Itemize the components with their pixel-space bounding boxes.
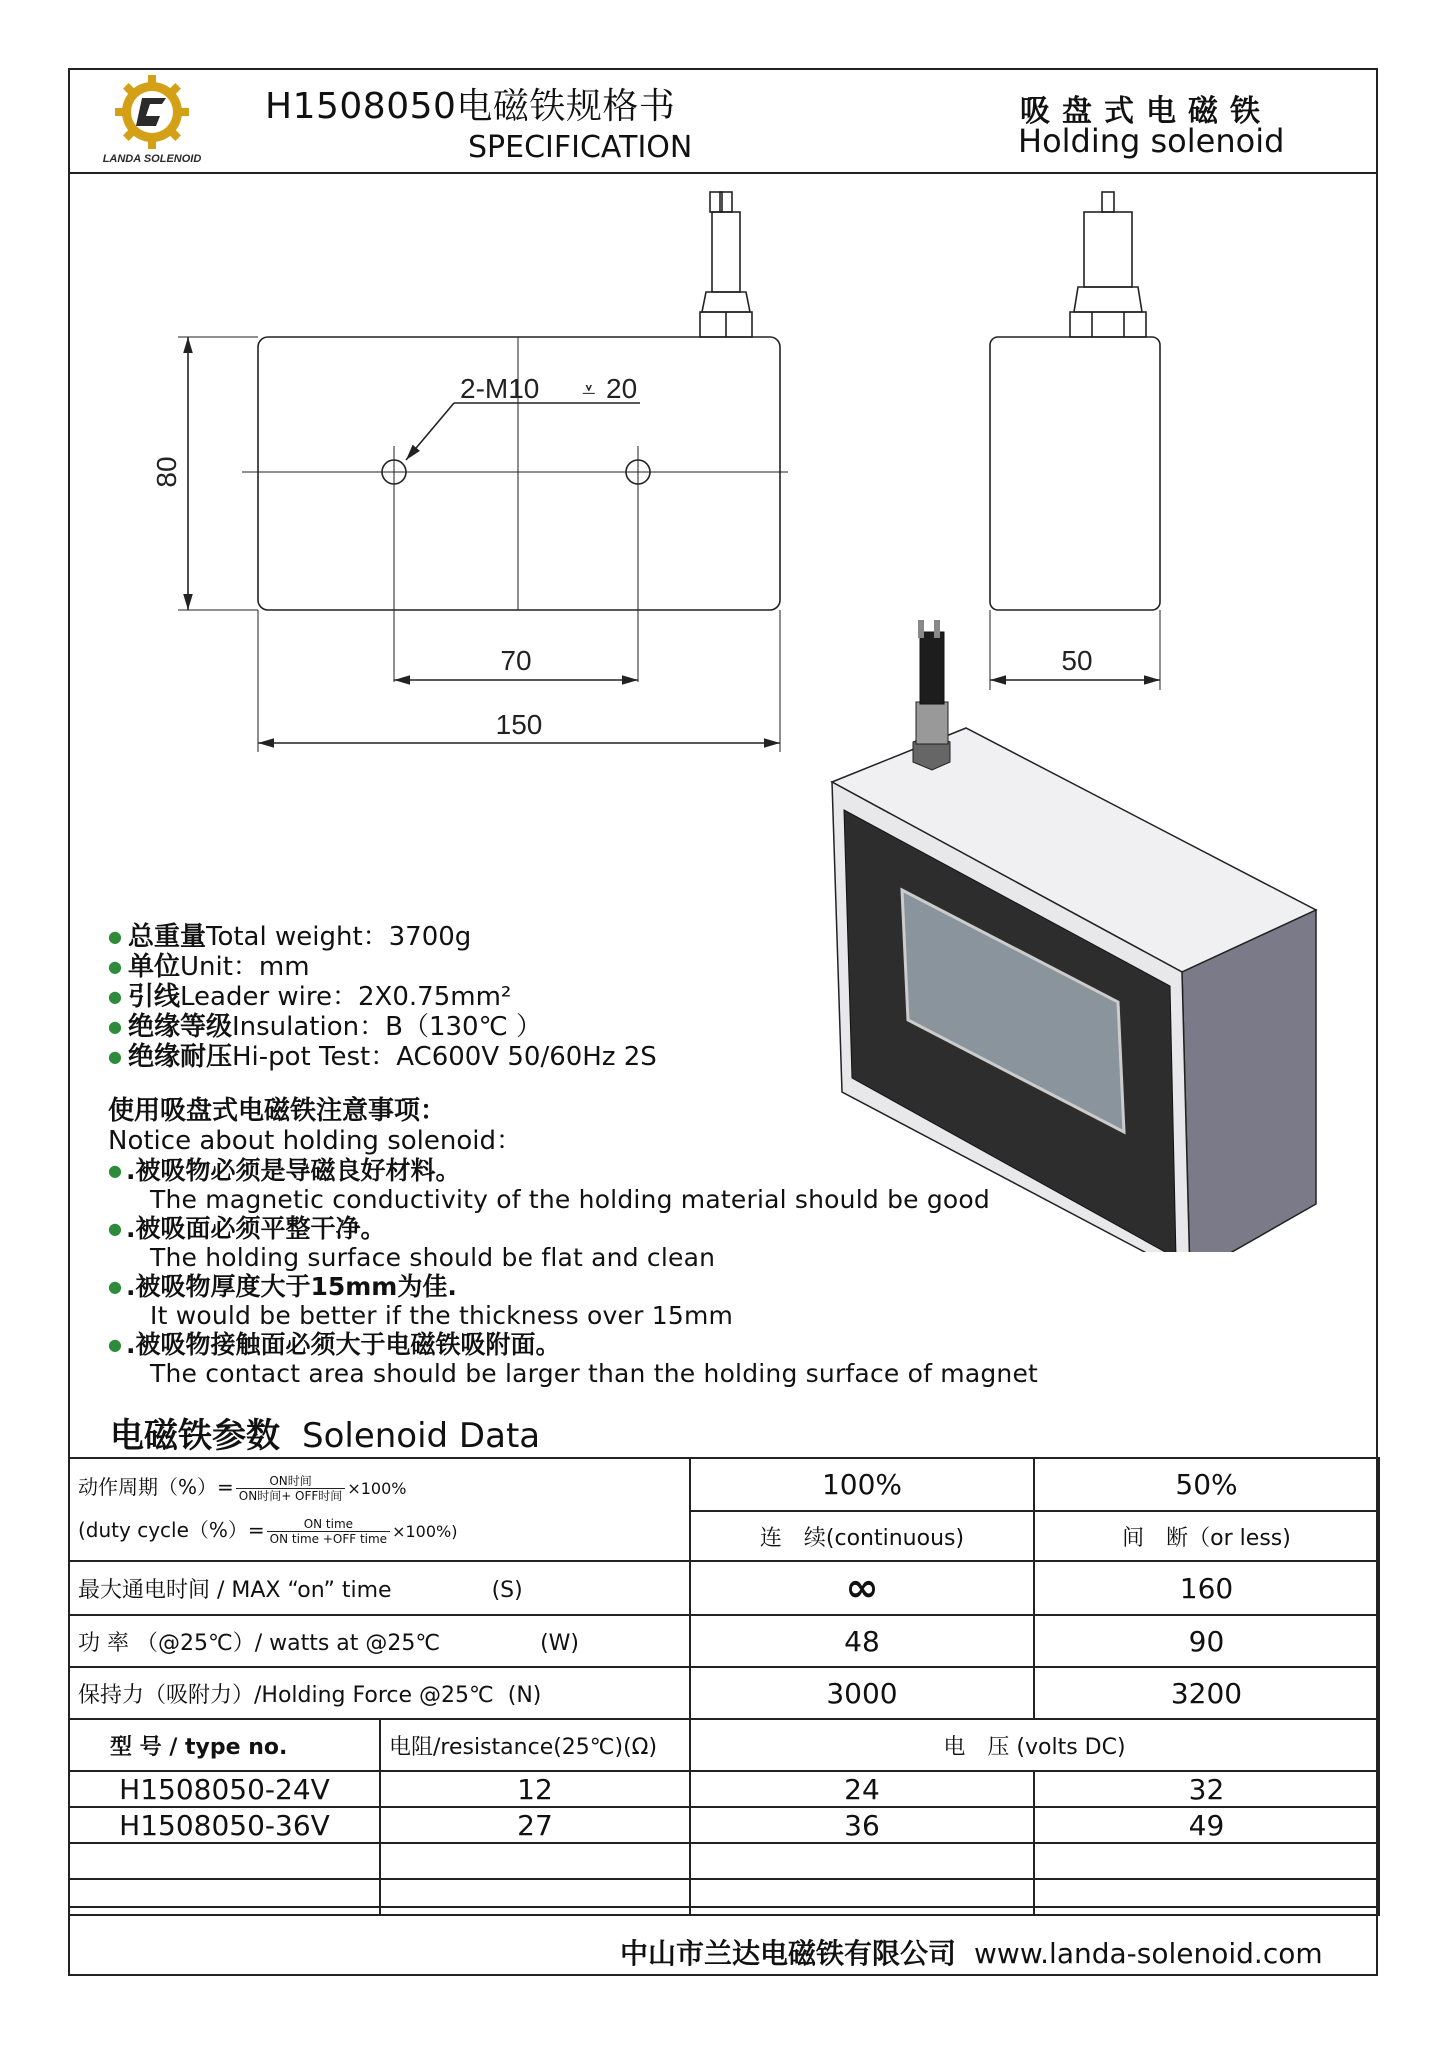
- duty-cycle-formula: 动作周期（%）= $\frac{\text{ON时间}}{\text{ON时间+ OFF时间}}$ ×100% (duty cycle（%）= $\frac{\text{ON time}}{\text{ON time +OFF time}}$ ×100%): [69, 1458, 690, 1561]
- solenoid-data-table: [68, 1457, 1380, 1916]
- duty-50-cell: 50%: [1034, 1458, 1379, 1511]
- thread-label: 2-M10: [460, 373, 540, 404]
- notice-item: ● .被吸面必须平整干净。 The holding surface should be flat and clean: [108, 1214, 1038, 1272]
- side-view-body: [990, 337, 1160, 610]
- infinity-icon: ∞: [690, 1561, 1034, 1615]
- voltage-header-cell: 电 压 (volts DC): [690, 1719, 1379, 1771]
- notice-heading-en: Notice about holding solenoid：: [108, 1126, 522, 1156]
- max-on-int-cell: 160: [1034, 1561, 1379, 1615]
- dim-width-label: 50: [1061, 645, 1093, 676]
- resistance-cell: 27: [380, 1807, 690, 1843]
- spec-weight: ● 总重量Total weight：3700g: [108, 922, 657, 952]
- power-label-cell: 功 率 （@25℃）/ watts at @25℃ (W): [69, 1615, 690, 1667]
- voltage-int-cell: 32: [1034, 1771, 1379, 1807]
- spec-hipot: ● 绝缘耐压Hi-pot Test：AC600V 50/60Hz 2S: [108, 1042, 657, 1072]
- document-title: H1508050电磁铁规格书: [265, 86, 676, 127]
- spec-insulation: ● 绝缘等级Insulation：B（130℃ ）: [108, 1012, 657, 1042]
- force-int-cell: 3200: [1034, 1667, 1379, 1719]
- notice-section: [108, 1096, 1038, 1388]
- company-logo: [92, 72, 212, 167]
- technical-drawing: [70, 172, 1376, 1252]
- table-row: [69, 1807, 1379, 1843]
- voltage-cont-cell: 36: [690, 1807, 1034, 1843]
- table-row: [69, 1667, 1379, 1719]
- duty-100-cell: 100%: [690, 1458, 1034, 1511]
- depth-label: 20: [606, 373, 638, 404]
- force-cont-cell: 3000: [690, 1667, 1034, 1719]
- table-row: [69, 1561, 1379, 1615]
- type-cell: H1508050-24V: [69, 1771, 380, 1807]
- dim-height-label: 80: [151, 456, 182, 488]
- max-on-label-cell: 最大通电时间 / MAX “on” time (S): [69, 1561, 690, 1615]
- table-row: [69, 1458, 1379, 1511]
- notice-item: ● .被吸物接触面必须大于电磁铁吸附面。 The contact area should be larger than the holding surface of magnet: [108, 1330, 1038, 1388]
- notice-item: ● .被吸物厚度大于15mm为佳. It would be better if the thickness over 15mm: [108, 1272, 1038, 1330]
- spec-list: [108, 922, 657, 1072]
- force-label-cell: 保持力（吸附力）/Holding Force @25℃ (N): [69, 1667, 690, 1719]
- type-header-cell: 型 号 / type no.: [69, 1719, 380, 1771]
- dim-length-label: 150: [495, 709, 543, 740]
- product-kind-en: Holding solenoid: [1018, 122, 1285, 160]
- document-subtitle: SPECIFICATION: [468, 130, 693, 165]
- company-name: 中山市兰达电磁铁有限公司: [620, 1937, 957, 1970]
- table-row: [69, 1615, 1379, 1667]
- mode-intermittent-cell: 间 断（or less): [1034, 1511, 1379, 1561]
- power-int-cell: 90: [1034, 1615, 1379, 1667]
- spec-unit: ● 单位Unit：mm: [108, 952, 657, 982]
- product-kind-cn: 吸盘式电磁铁: [1020, 94, 1272, 129]
- notice-heading-cn: 使用吸盘式电磁铁注意事项：: [108, 1096, 447, 1126]
- spec-leader-wire: ● 引线Leader wire：2X0.75mm²: [108, 982, 657, 1012]
- type-cell: H1508050-36V: [69, 1807, 380, 1843]
- footer: [620, 1932, 1323, 1972]
- section-title: 电磁铁参数 Solenoid Data: [110, 1416, 541, 1456]
- notice-item: ● .被吸物必须是导磁良好材料。 The magnetic conductivity of the holding material should be good: [108, 1156, 1038, 1214]
- table-row: [69, 1719, 1379, 1771]
- power-cont-cell: 48: [690, 1615, 1034, 1667]
- website-link[interactable]: www.landa-solenoid.com: [974, 1937, 1323, 1970]
- table-row: [69, 1843, 1379, 1879]
- depth-symbol-icon: ⩡: [582, 377, 596, 404]
- voltage-cont-cell: 24: [690, 1771, 1034, 1807]
- resistance-cell: 12: [380, 1771, 690, 1807]
- table-row: [69, 1771, 1379, 1807]
- mode-continuous-cell: 连 续(continuous): [690, 1511, 1034, 1561]
- resistance-header-cell: 电阻/resistance(25℃)(Ω): [380, 1719, 690, 1771]
- voltage-int-cell: 49: [1034, 1807, 1379, 1843]
- table-row: [69, 1879, 1379, 1915]
- logo-text: LANDA SOLENOID: [102, 153, 202, 165]
- dim-hole-spacing-label: 70: [500, 645, 532, 676]
